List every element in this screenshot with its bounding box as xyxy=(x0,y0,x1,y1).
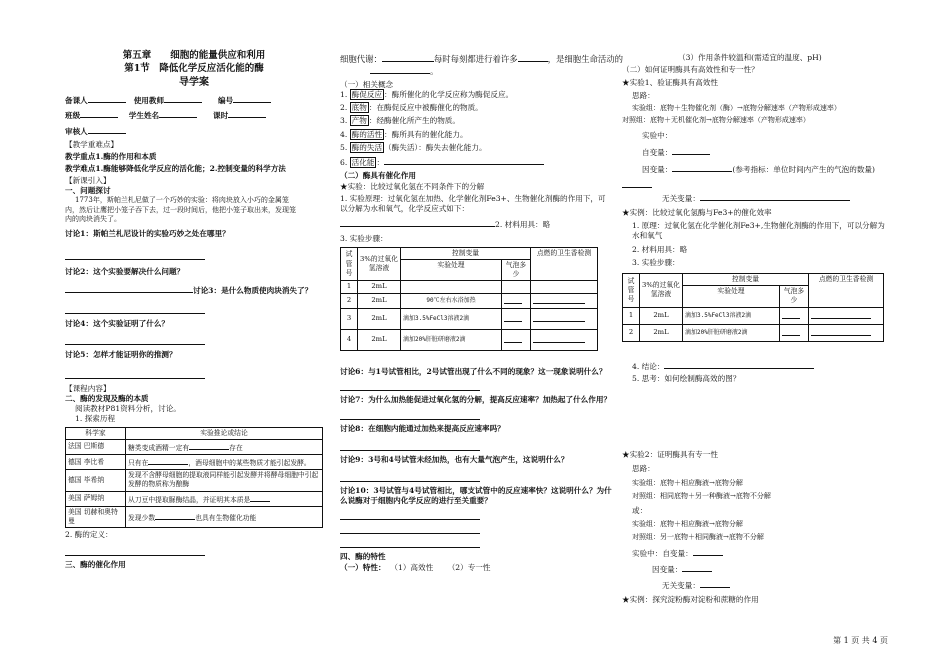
discussion-10: 讨论10：3号试管与4号试管相比，哪支试管中的反应速率快？这说明什么？为什么说酶对于细胞内化学反应的进行至关重要？ xyxy=(340,485,612,506)
table-row: 美国 萨姆纳 从刀豆中提取脲酶结晶，并证明其本质是 xyxy=(66,491,323,506)
experiment-group: 实验组：底物＋相应酶液→底物分解 xyxy=(632,478,743,487)
enzyme-definition: 2. 酶的定义： xyxy=(65,530,113,540)
answer-line[interactable] xyxy=(622,178,652,188)
experiment-group: 实验组：底物＋生物催化剂（酶）→底物分解速率（产物形成速率） xyxy=(632,104,841,112)
discussion-5: 讨论5：怎样才能证明你的推测？ xyxy=(65,350,177,360)
chapter-title: 第五章 细胞的能量供应和利用 xyxy=(122,50,266,61)
intro-heading: 【新课引入】 xyxy=(65,175,111,185)
difficult-point: 教学难点1.酶能够降低化学反应的活化能；2.控制变量的科学方法 xyxy=(65,164,286,174)
concept-item: 1. 酶促反应 ：酶所催化的化学反应称为酶促反应。 xyxy=(340,89,514,99)
control-group: 对照组：相同底物＋另一种酶液→底物不分解 xyxy=(632,492,771,501)
table-header: 实验推论或结论 xyxy=(126,427,323,439)
control-group: 对照组：另一底物＋相同酶液→底物不分解 xyxy=(632,533,764,542)
story-line-3: 内的肉块消失了。 xyxy=(65,215,121,223)
table-row: 1 2mL xyxy=(341,281,598,293)
answer-line[interactable] xyxy=(340,381,480,391)
experiment-table-2: 试管号 3%的过氧化氢溶液 控制变量 点燃的卫生香检测 实验处理 气泡多少 1 2mL 滴加3.5%FeCl3溶液2滴 2 2mL 滴加20%肝脏研磨液2滴 xyxy=(622,273,884,342)
control-group: 对照组：底物＋无机催化剂→底物分解速率（产物形成速率） xyxy=(622,116,810,125)
in-experiment-2: 实验中：自变量： xyxy=(622,547,892,559)
dependent-var: 因变量： (参考指标：单位时间内产生的气泡的数量) xyxy=(642,165,875,175)
discussion-9: 讨论9：3号和4号试管未经加热，也有大量气泡产生，这说明什么？ xyxy=(340,454,569,464)
conclusion: 4. 结论： xyxy=(622,360,892,372)
reading-note: 阅读教材P81资料分析，讨论。 xyxy=(75,404,181,414)
concept-item: 2. 底物 ：在酶促反应中被酶催化的物质。 xyxy=(340,103,483,113)
column-2 xyxy=(340,53,623,573)
prove-heading: （二）如何证明酶具有高效性和专一性？ xyxy=(622,65,759,75)
answer-blank[interactable] xyxy=(65,284,193,293)
independent-var: 自变量： xyxy=(622,146,892,158)
answer-line[interactable] xyxy=(65,250,205,260)
principle: 1. 实验原理：过氧化氢在加热、化学催化剂Fe3+、生物催化剂酶的作用下，可以分解为水和氧气，化学反应式如下： xyxy=(340,193,606,214)
concept-item: 3. 产物 ：经酶催化所产生的物质。 xyxy=(340,116,460,126)
key-point: 教学重点1.酶的作用和本质 xyxy=(65,152,157,162)
history-table xyxy=(65,427,323,528)
meta-row-1: 备课人 使用教师 编号 xyxy=(65,94,323,106)
answer-line[interactable] xyxy=(65,304,205,314)
features-row: （一）特性： （1）高效性 （2）专一性 xyxy=(340,562,491,572)
discussion-1: 讨论1：斯帕兰札尼设计的实验巧妙之处在哪里？ xyxy=(65,229,230,239)
experiment-table-1: 试管号 3%的过氧化氢溶液 控制变量 点燃的卫生香检测 实验处理 气泡多少 1 2mL 2 2mL 90℃左右水浴加热 3 2mL 滴加3.5%FeCl3溶液2滴 4 2mL 滴加20%肝脏研磨液2滴 xyxy=(340,247,598,351)
reaction-row: 2. 材料用具：略 xyxy=(340,218,612,230)
answer-line[interactable] xyxy=(65,335,205,345)
answer-line[interactable] xyxy=(340,538,480,548)
discussion-4: 讨论4：这个实验证明了什么？ xyxy=(65,319,170,329)
discussion-6: 讨论6：与1号试管相比，2号试管出现了什么不同的现象？这一现象说明什么？ xyxy=(340,366,607,376)
table-row: 德国 李比希 只有在 ，酒母细胞中的某些物质才能引起发酵。 xyxy=(66,455,323,470)
concept-item: 5. 酶的失活 （酶失活）：酶失去催化能力。 xyxy=(340,142,487,152)
story-line-2: 内，然后让鹰把小笼子吞下去，过一段时间后，他把小笼子取出来，发现笼 xyxy=(65,205,296,214)
story-line-1: 1773年，斯帕兰札尼做了一个巧妙的实验：将肉块放入小巧的金属笼 xyxy=(75,196,289,205)
discussion-2: 讨论2：这个实验要解决什么问题？ xyxy=(65,266,185,276)
example-heading: ★实例：比较过氧化氢酶与Fe3+的催化效率 xyxy=(622,207,772,217)
answer-line[interactable] xyxy=(340,410,480,420)
think-question: 5. 思考：如何绘制酶高效的图？ xyxy=(632,373,741,383)
table-row: 2 2mL 90℃左右水浴加热 xyxy=(341,293,598,308)
idea-label: 思路： xyxy=(632,90,655,100)
table-row: 法国 巴斯德 糖类变成酒精一定有 存在 xyxy=(66,439,323,454)
doc-subtitle: 导学案 xyxy=(179,76,209,88)
in-experiment: 实验中： xyxy=(642,130,673,140)
irrelevant-var: 无关变量： xyxy=(622,192,892,204)
answer-line[interactable] xyxy=(340,524,480,534)
concept-item: 4. 酶的活性 ：酶所具有的催化能力。 xyxy=(340,129,468,139)
discussion-7: 讨论7：为什么加热能促进过氧化氢的分解，提高反应速率？加热起了什么作用？ xyxy=(340,395,612,405)
table-row: 美国 切赫和奥特曼 发现少数 也具有生物催化功能 xyxy=(66,506,323,527)
catalysis-heading: （二）酶具有催化作用 xyxy=(340,171,416,181)
experiment-group: 实验组：底物＋相应酶液→底物分解 xyxy=(632,519,743,528)
discussion-3: 讨论3：是什么物质使肉块消失了？ xyxy=(193,285,313,295)
reaction-blank[interactable] xyxy=(340,218,495,227)
or-label: 或： xyxy=(632,505,648,515)
section-3-heading: 三、酶的催化作用 xyxy=(65,560,126,570)
table-header: 科学家 xyxy=(66,427,126,439)
example-2-heading: ★实例：探究淀粉酶对淀粉和蔗糖的作用 xyxy=(622,595,759,605)
answer-line[interactable] xyxy=(65,546,205,556)
answer-line[interactable] xyxy=(340,510,480,520)
column-3 xyxy=(622,53,892,606)
concept-item: 6. 活化能 ： xyxy=(340,156,612,168)
section-title: 第1节 降低化学反应活化能的酶 xyxy=(124,62,264,74)
column-1 xyxy=(65,50,323,571)
section-4-heading: 四、酶的特性 xyxy=(340,552,386,562)
table-row: 德国 毕希纳 发现不含酵母细胞的提取液同样能引起发酵并将酵母细胞中引起发酵的物质称为酿酶 xyxy=(66,470,323,491)
dependent-var-2: 因变量： xyxy=(622,563,892,575)
table-row: 2 2mL 滴加20%肝脏研磨液2滴 xyxy=(623,324,884,341)
page-footer: 第 1 页 共 4 页 xyxy=(833,636,888,646)
answer-line[interactable] xyxy=(340,441,480,451)
answer-line[interactable] xyxy=(340,472,480,482)
experiment-2-title: ★实验2：证明酶具有专一性 xyxy=(622,450,718,460)
content-heading: 【课程内容】 xyxy=(65,383,111,393)
irrelevant-var-2: 无关变量： xyxy=(622,579,892,591)
example-materials: 2. 材料用具：略 xyxy=(632,244,688,254)
focus-heading: 【教学重难点】 xyxy=(65,139,119,149)
problem-heading: 一、问题探讨 xyxy=(65,185,111,195)
discussion-8: 讨论8：在细胞内能通过加热来提高反应速率吗？ xyxy=(340,424,505,434)
metabolism-line-2: 。 xyxy=(340,65,612,77)
table-row: 4 2mL 滴加20%肝脏研磨液2滴 xyxy=(341,329,598,350)
metabolism-line: 细胞代谢： 每时每刻都进行着许多 ，是细胞生命活动的 xyxy=(340,54,623,64)
steps-label: 3. 实验步骤： xyxy=(340,233,388,243)
table-row: 1 2mL 滴加3.5%FeCl3溶液2滴 xyxy=(623,307,884,324)
experiment-title: ★实验：比较过氧化氢在不同条件下的分解 xyxy=(340,181,485,191)
example-principle: 1. 原理：过氧化氢在化学催化剂Fe3+,生物催化剂酶的作用下，可以分解为水和氧气 xyxy=(632,221,885,241)
table-row: 3 2mL 滴加3.5%FeCl3溶液2滴 xyxy=(341,308,598,329)
history-heading: 1. 探索历程 xyxy=(75,414,116,424)
idea-label: 思路： xyxy=(632,464,655,474)
answer-line[interactable] xyxy=(65,369,205,379)
discussion-3-row xyxy=(65,284,323,296)
example-steps: 3. 实验步骤： xyxy=(632,257,680,267)
concepts-heading: （一）相关概念 xyxy=(340,79,394,89)
meta-row-2: 班级 学生姓名 课时 xyxy=(65,109,323,121)
feature-3: （3）作用条件较温和(需适宜的温度、pH) xyxy=(678,53,822,62)
meta-row-3: 审核人 xyxy=(65,125,323,137)
experiment-1-title: ★实验1、验证酶具有高效性 xyxy=(622,77,718,87)
section-2-heading: 二、酶的发现及酶的本质 xyxy=(65,393,149,403)
